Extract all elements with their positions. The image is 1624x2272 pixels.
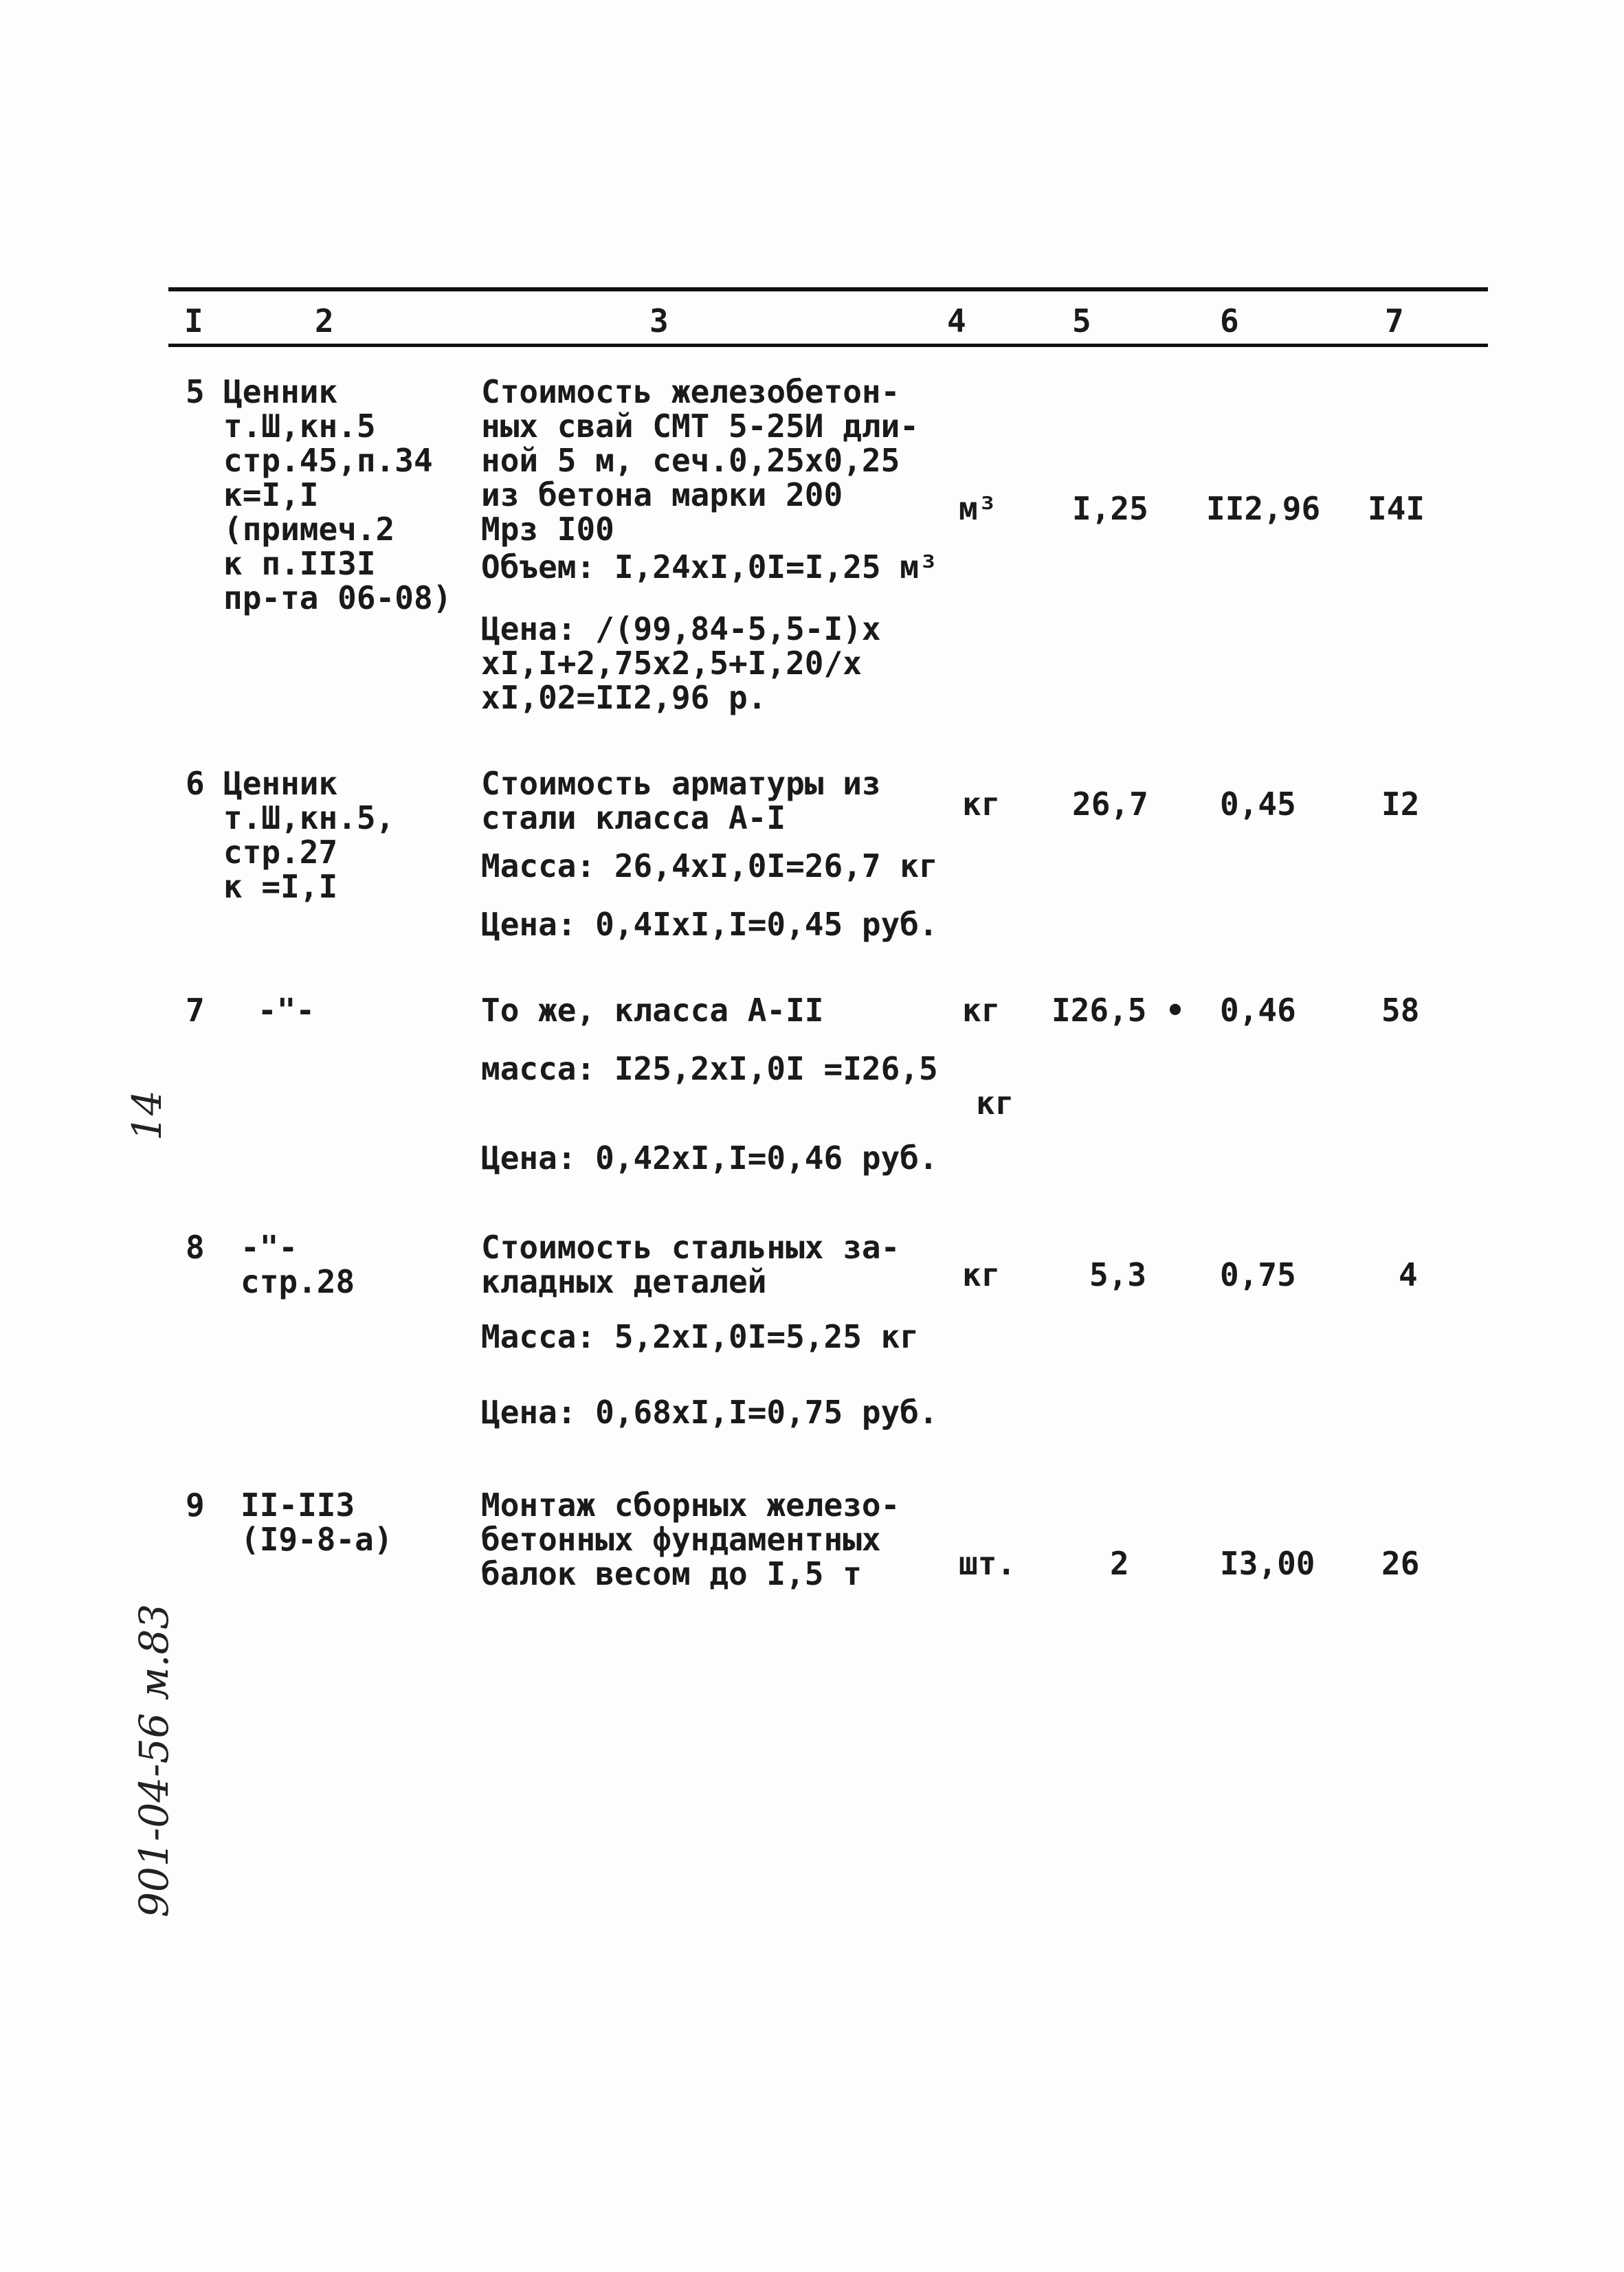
source-reference: II-II3 (I9-8-а) xyxy=(241,1486,393,1558)
total-cost: I2 xyxy=(1381,786,1420,823)
column-header-3: 3 xyxy=(649,302,669,339)
mass-calculation: масса: I25,2хI,0I =I26,5 кг xyxy=(481,1050,1014,1122)
unit: кг xyxy=(962,1256,1001,1293)
quantity: 5,3 xyxy=(1089,1256,1147,1293)
item-description: То же, класса А-II xyxy=(481,992,824,1029)
unit-price: II2,96 xyxy=(1206,490,1321,527)
total-cost: I4I xyxy=(1368,490,1425,527)
item-description: Стоимость железобетон- ных свай СМТ 5-25И дли- ной 5 м, сеч.0,25х0,25 из бетона марки 200 Мрз I00 xyxy=(481,373,919,548)
unit: кг xyxy=(962,992,1001,1029)
price-calculation: Цена: /(99,84-5,5-I)х хI,I+2,75х2,5+I,20/х хI,02=II2,96 р. xyxy=(481,610,881,716)
total-cost: 26 xyxy=(1381,1545,1420,1582)
mass-calculation: Масса: 5,2хI,0I=5,25 кг xyxy=(481,1318,919,1355)
unit: шт. xyxy=(959,1545,1016,1582)
unit-price: 0,75 xyxy=(1220,1256,1296,1293)
item-description: Монтаж сборных железо- бетонных фундаментных балок весом до I,5 т xyxy=(481,1486,900,1592)
unit-price: 0,45 xyxy=(1220,786,1296,823)
quantity: I,25 xyxy=(1072,490,1148,527)
row-number: 8 xyxy=(186,1229,205,1266)
quantity: I26,5 • xyxy=(1052,992,1185,1029)
unit: м³ xyxy=(959,490,997,527)
row-number: 5 xyxy=(186,373,205,410)
total-cost: 58 xyxy=(1381,992,1420,1029)
row-number: 6 xyxy=(186,765,205,802)
price-calculation: Цена: 0,68хI,I=0,75 руб. xyxy=(481,1394,938,1431)
volume-calculation: Объем: I,24хI,0I=I,25 м³ xyxy=(481,548,938,586)
source-reference: -"- xyxy=(258,992,315,1029)
column-header-2: 2 xyxy=(315,302,334,339)
mass-calculation: Масса: 26,4хI,0I=26,7 кг xyxy=(481,847,938,884)
column-header-7: 7 xyxy=(1385,302,1404,339)
source-reference: Ценник т.Ш,кн.5 стр.45,п.34 к=I,I (примеч.2 к п.II3I пр-та 06-08) xyxy=(223,373,452,616)
table-top-rule xyxy=(168,287,1488,291)
item-description: Стоимость арматуры из стали класса А-I xyxy=(481,765,881,836)
quantity: 2 xyxy=(1110,1545,1129,1582)
unit: кг xyxy=(962,786,1001,823)
unit-price: 0,46 xyxy=(1220,992,1296,1029)
column-header-5: 5 xyxy=(1072,302,1091,339)
row-number: 9 xyxy=(186,1486,205,1524)
table-header-rule xyxy=(168,344,1488,347)
quantity: 26,7 xyxy=(1072,786,1148,823)
row-number: 7 xyxy=(186,992,205,1029)
source-reference: Ценник т.Ш,кн.5, стр.27 к =I,I xyxy=(223,765,395,905)
handwritten-page-number: 14 xyxy=(124,1090,170,1141)
handwritten-document-code: 901-04-56 м.83 xyxy=(131,1603,177,1917)
price-calculation: Цена: 0,42хI,I=0,46 руб. xyxy=(481,1139,938,1177)
total-cost: 4 xyxy=(1399,1256,1418,1293)
column-header-1: I xyxy=(184,302,203,339)
unit-price: I3,00 xyxy=(1220,1545,1315,1582)
column-header-6: 6 xyxy=(1220,302,1239,339)
item-description: Стоимость стальных за- кладных деталей xyxy=(481,1229,900,1300)
price-calculation: Цена: 0,4IхI,I=0,45 руб. xyxy=(481,906,938,943)
source-reference: -"- стр.28 xyxy=(241,1229,355,1300)
column-header-4: 4 xyxy=(947,302,966,339)
